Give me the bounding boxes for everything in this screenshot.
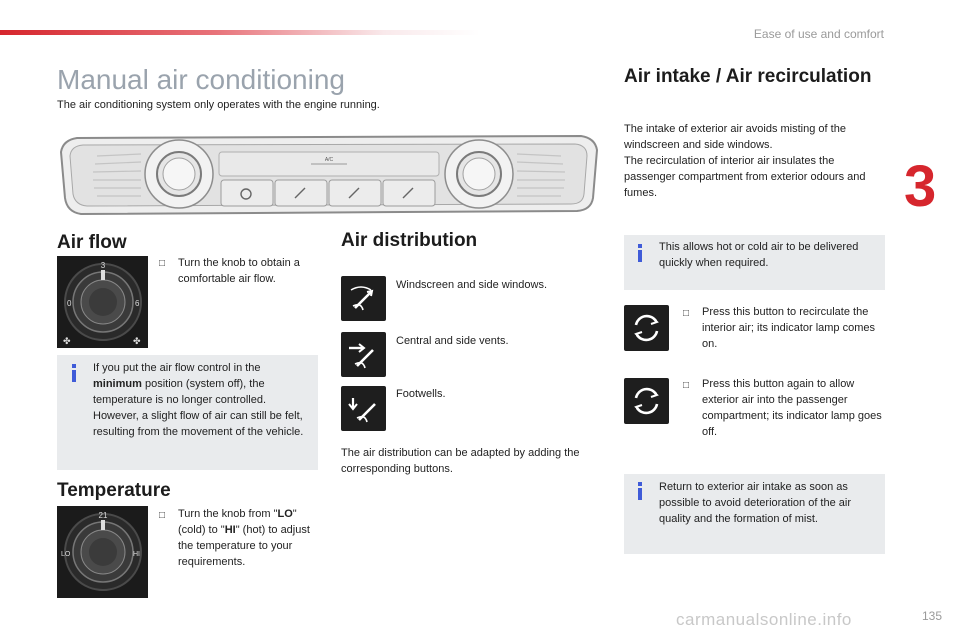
intro-text: The air conditioning system only operates with the engine running. [57, 99, 380, 111]
temperature-instruction: Turn the knob from "LO" (cold) to "HI" (hot) to adjust the temperature to your requirements. [178, 508, 310, 568]
windscreen-distribution-button[interactable] [341, 276, 386, 321]
recirculation-step-on: Press this button to recirculate the interior air; its indicator lamp comes on. [702, 306, 876, 350]
control-panel-illustration [57, 132, 601, 218]
temperature-knob-image [57, 506, 148, 598]
recirculation-icon [624, 305, 669, 351]
bullet-square-icon: □ [683, 308, 690, 319]
watermark: carmanualsonline.info [676, 610, 852, 629]
air-recirculation-paragraph: The recirculation of interior air insulates the passenger compartment from exterior odours and fumes. [624, 155, 866, 199]
footwell-distribution-button[interactable] [341, 386, 386, 431]
recirculation-step-off: Press this button again to allow exterior air into the passenger compartment; its indicator lamp goes off. [702, 378, 882, 438]
fan-icon: ✤ [133, 337, 141, 347]
fan-icon: ✤ [63, 337, 71, 347]
air-flow-heading: Air flow [57, 232, 127, 253]
bullet-square-icon: □ [159, 258, 166, 269]
recirculation-button-again[interactable] [624, 378, 669, 424]
air-flow-instruction: Turn the knob to obtain a comfortable air flow. [178, 257, 300, 285]
distribution-label-vents: Central and side vents. [396, 335, 509, 347]
temperature-knob-label: HI [133, 551, 140, 558]
page-number: 135 [921, 609, 942, 623]
air-flow-knob-image [57, 256, 148, 348]
air-flow-info-text: If you put the air flow control in the minimum position (system off), the temperature is no longer controlled. However, a slight flow of air can still be felt, resulting from the movement of the vehicle. [93, 362, 304, 438]
temperature-heading: Temperature [57, 480, 171, 501]
recirculation-info-text: This allows hot or cold air to be delivered quickly when required. [659, 241, 859, 269]
air-quality-info-text: Return to exterior air intake as soon as possible to avoid deterioration of the air quality and the formation of mist. [659, 481, 852, 525]
recirculation-button[interactable] [624, 305, 669, 351]
section-title: Ease of use and comfort [753, 27, 884, 41]
bullet-square-icon: □ [683, 380, 690, 391]
info-icon [638, 488, 642, 500]
distribution-label-footwells: Footwells. [396, 388, 446, 400]
windscreen-airflow-icon [341, 276, 386, 321]
temperature-knob-label: 21 [98, 511, 108, 520]
air-intake-heading: Air intake / Air recirculation [624, 66, 872, 87]
vents-distribution-button[interactable] [341, 332, 386, 377]
face-vents-airflow-icon [341, 332, 386, 377]
distribution-note: The air distribution can be adapted by adding the corresponding buttons. [341, 447, 580, 475]
info-icon [72, 370, 76, 382]
recirculation-icon [624, 378, 669, 424]
page-title: Manual air conditioning [57, 64, 345, 95]
air-flow-knob-label: 3 [100, 261, 106, 270]
bullet-square-icon: □ [159, 510, 166, 521]
air-flow-knob-label: 0 [67, 299, 72, 308]
air-intake-paragraph: The intake of exterior air avoids misting of the windscreen and side windows. [624, 123, 846, 151]
info-icon [638, 250, 642, 262]
ac-label: A/C [324, 157, 334, 163]
header-accent-bar [0, 30, 480, 35]
footwell-airflow-icon [341, 386, 386, 431]
temperature-knob-label: LO [61, 551, 71, 558]
chapter-number: 3 [904, 154, 937, 219]
air-distribution-heading: Air distribution [341, 230, 478, 251]
air-flow-knob-label: 6 [135, 299, 140, 308]
distribution-label-windscreen: Windscreen and side windows. [396, 279, 548, 291]
